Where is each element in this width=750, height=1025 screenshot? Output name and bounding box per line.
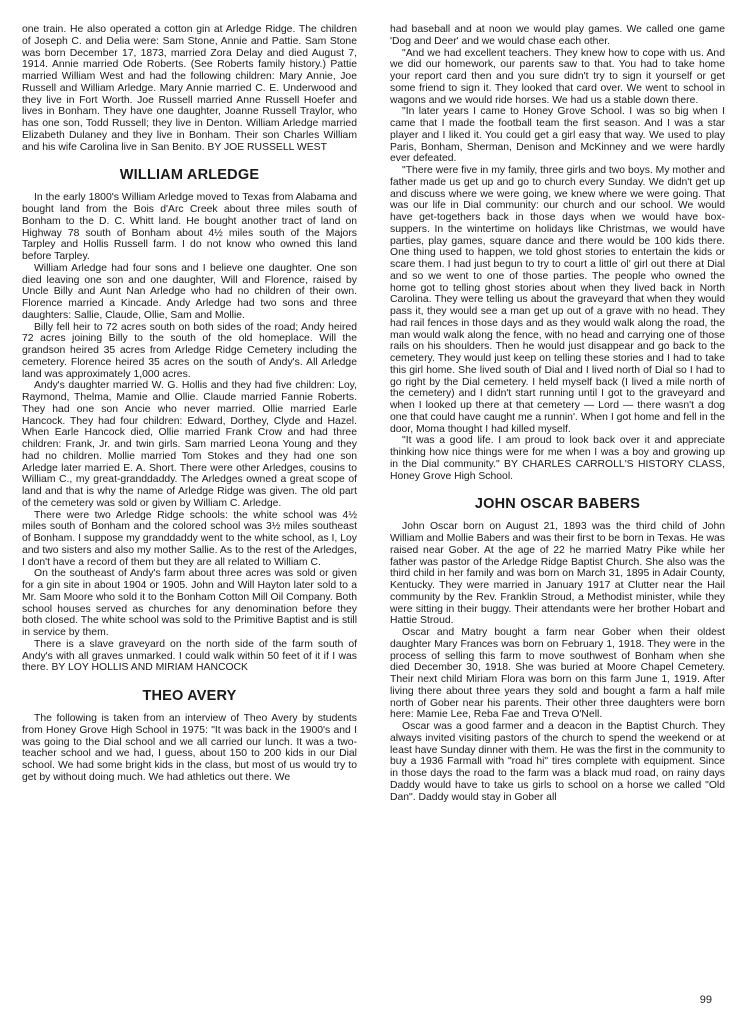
paragraph: "There were five in my family, three girls and two boys. My mother and father made us get up and go to church every Sunday. We didn't get up and discuss where we were going, we knew where we were going. That was our life in Dial community: our church and our school. We would have get-togethers back in those days when we would have box-suppers. In the wintertime on holidays like Christmas, we would have parties, play games, square dance and there would be 100 kids there. One thing used to happen, we told ghost stories to entertain the kids or scare them. I had just begun to try to court a little ol' girl out there at Dial and so we went to one of those parties. The people who owned the home got to telling ghost stories about when they lived back in North Carolina. They were telling us about the graveyard that when they would pass it, they would see a man get up out of a grave with no head. They had rail fences in those days and as they would walk along the road, the man would walk along the fence, with no head and carrying one of those rails on his shoulders. Then he would just disappear and go back to the cemetery. They would just keep on telling these stories and I had to take this girl home. She lived south of Dial and I lived north of Dial so I had to go right by the Dial cemetery. I held myself back (I lived a mile north of the cemetery) and I didn't start running until I got to the graveyard and when I looked up there at that cemetery — Lord — there wasn't a dog one that could have caught me a runnin'. When I got home and fell in the door, Moma thought I had killed myself. <box>390 165 725 435</box>
left-column <box>22 24 357 784</box>
right-column <box>390 24 725 803</box>
paragraph: John Oscar born on August 21, 1893 was the third child of John William and Mollie Babers and was their first to be born in Texas. He was raised near Gober. At the age of 22 he married Matry Pike while her father was pastor of the Arledge Ridge Baptist Church. She also was the third child in her family and was born on March 31, 1895 in Adair County, Kentucky. They were married in January 1917 at Clutter near the Hail community by the Rev. Franklin Stroud, a Methodist minister, while they were sitting in their buggy. Their attendants were her brother Hobart and Hattie Stroud. <box>390 521 725 627</box>
section-heading-theo-avery: THEO AVERY <box>142 688 237 704</box>
paragraph: The following is taken from an interview of Theo Avery by students from Honey Grove High School in 1975: "It was back in the 1900's and I was going to the Dial school and we all carried our lunch. It was a two-teacher school and we had, I guess, about 150 to 200 kids in our Dial school. We had some bright kids in the class, but most of us would try to get by without doing much. We had athletics out there. We <box>22 713 357 783</box>
paragraph: In the early 1800's William Arledge moved to Texas from Alabama and bought land from the Bois d'Arc Creek about three miles south of Bonham to the D. C. Whitt land. He bought another tract of land on Highway 78 south of Bonham about 4½ miles south of the Majors Tarpley and Hollis Russell farm. I do not know who owned this land before Tarpley. <box>22 192 357 262</box>
paragraph: "And we had excellent teachers. They knew how to cope with us. And we did our homework, our parents saw to that. You had to take home your report card then and you sure didn't try to sign it yourself or get some friend to sign it. They looked that card over. We went to school in wagons and we would ride horses. We had us a stable down there. <box>390 47 725 106</box>
paragraph: There were two Arledge Ridge schools: the white school was 4½ miles south of Bonham and the colored school was 3½ miles southeast of Bonham. I suppose my granddaddy went to the white school, as I, Loy and two sisters and also my mother Sallie. As to the rest of the Arledges, I don't have a record of them but they are all related to William C. <box>22 509 357 568</box>
paragraph: Oscar was a good farmer and a deacon in the Baptist Church. They always invited visiting pastors of the church to spend the weekend or at least have Sunday dinner with them. He was the first in the community to buy a 1936 Farmall with "road hi" tires complete with equipment. Since in those days the road to the farm was a black mud road, on rainy days Daddy would have to take us girls to school on a horse we called "Old Dan". Daddy would stay in Gober all <box>390 721 725 803</box>
paragraph: There is a slave graveyard on the north side of the farm south of Andy's with all graves unmarked. I could walk within 50 feet of it if I was there. BY LOY HOLLIS AND MIRIAM HANCOCK <box>22 638 357 674</box>
section-heading-john-oscar-babers: JOHN OSCAR BABERS <box>474 496 641 513</box>
paragraph: "In later years I came to Honey Grove School. I was so big when I came that I made the football team the first season. And I was a star player and I liked it. You could get a girl easy that way. We used to play Paris, Bonham, Sherman, Denison and McKinney and we were hardly ever defeated. <box>390 106 725 165</box>
page-number: 99 <box>699 994 712 1006</box>
paragraph: Billy fell heir to 72 acres south on both sides of the road; Andy heired 72 acres joining Billy to the south of the old homeplace. Will the grandson heired 35 acres from Arledge Ridge Cemetery including the cemetery. Florence heired 35 acres on the south of Andy's. All Arledge land was approximately 1,000 acres. <box>22 321 357 380</box>
paragraph: Andy's daughter married W. G. Hollis and they had five children: Loy, Raymond, Thelma, Mamie and Ollie. Claude married Fannie Roberts. They had one son Ancie who never married. Ollie married Earle Hancock. They had four children: Edward, Dorthey, Clyde and Hazel. When Earle Hancock died, Ollie married Frank Crow and had three children: Frank, Jr. and twin girls. Sam married Leona Young and they had no children. Mollie married Tom Stokes and they had one son Arledge later married E. A. Short. There were other Arledges, cousins to William C., my great-granddaddy. The Arledges owned a great scope of land and that is why the name of Arledge Ridge was given. The old part of the cemetery was sold or given by William C. Arledge. <box>22 380 357 509</box>
section-heading-william-arledge: WILLIAM ARLEDGE <box>119 167 260 184</box>
paragraph: "It was a good life. I am proud to look back over it and appreciate thinking how nice things were for me when I was a boy and growing up in the Dial community." BY CHARLES CARROLL'S HISTORY CLASS, Honey Grove High School. <box>390 435 725 482</box>
paragraph: one train. He also operated a cotton gin at Arledge Ridge. The children of Joseph C. and Delia were: Sam Stone, Annie and Pattie. Sam Stone was born December 17, 1873, married Zora Delay and died August 7, 1914. Annie married Ode Roberts. (See Roberts family history.) Pattie married William West and had the following children: Mary Annie, Joe Russell and William Arledge. Mary Annie married C. E. Underwood and they live in Fort Worth. Joe Russell married Anne Russell Hoefer and lives in Bonham. They have one daughter, Joanne Russell Traylor, who has one son, Todd Russell; they live in Denton. William Arledge married Elizabeth Dulaney and they live in Bonham. Their son Charles William and his wife Carolina live in San Benito. BY JOE RUSSELL WEST <box>22 24 357 153</box>
paragraph: William Arledge had four sons and I believe one daughter. One son died leaving one son and one daughter, Will and Florence, raised by Uncle Billy and Aunt Nan Arledge who had no children of their own. Florence married a Kincade. Andy Arledge had two sons and three daughters: Sallie, Claude, Ollie, Sam and Mollie. <box>22 262 357 321</box>
paragraph: had baseball and at noon we would play games. We called one game 'Dog and Deer' and we would chase each other. <box>390 24 725 47</box>
paragraph: On the southeast of Andy's farm about three acres was sold or given for a gin site in about 1904 or 1905. John and Will Hayton later sold to a Mr. Sam Moore who sold it to the Bonham Cotton Mill Oil Company. Both school houses served as churches for any denomination before they both closed. The white school was sold to the Primitive Baptist and is still in service by them. <box>22 568 357 638</box>
paragraph: Oscar and Matry bought a farm near Gober when their oldest daughter Mary Frances was born on February 1, 1918. They were in the process of selling this farm to move southwest of Bonham when she died December 30, 1918. She was buried at Moore Chapel Cemetery. Their next child Miriam Flora was born on this farm June 1, 1919. After living there about three years they sold and bought a farm a half mile north of Gober near his parents. Their other three daughters were born here: Mamie Lee, Reba Fae and Treva O'Nell. <box>390 627 725 721</box>
